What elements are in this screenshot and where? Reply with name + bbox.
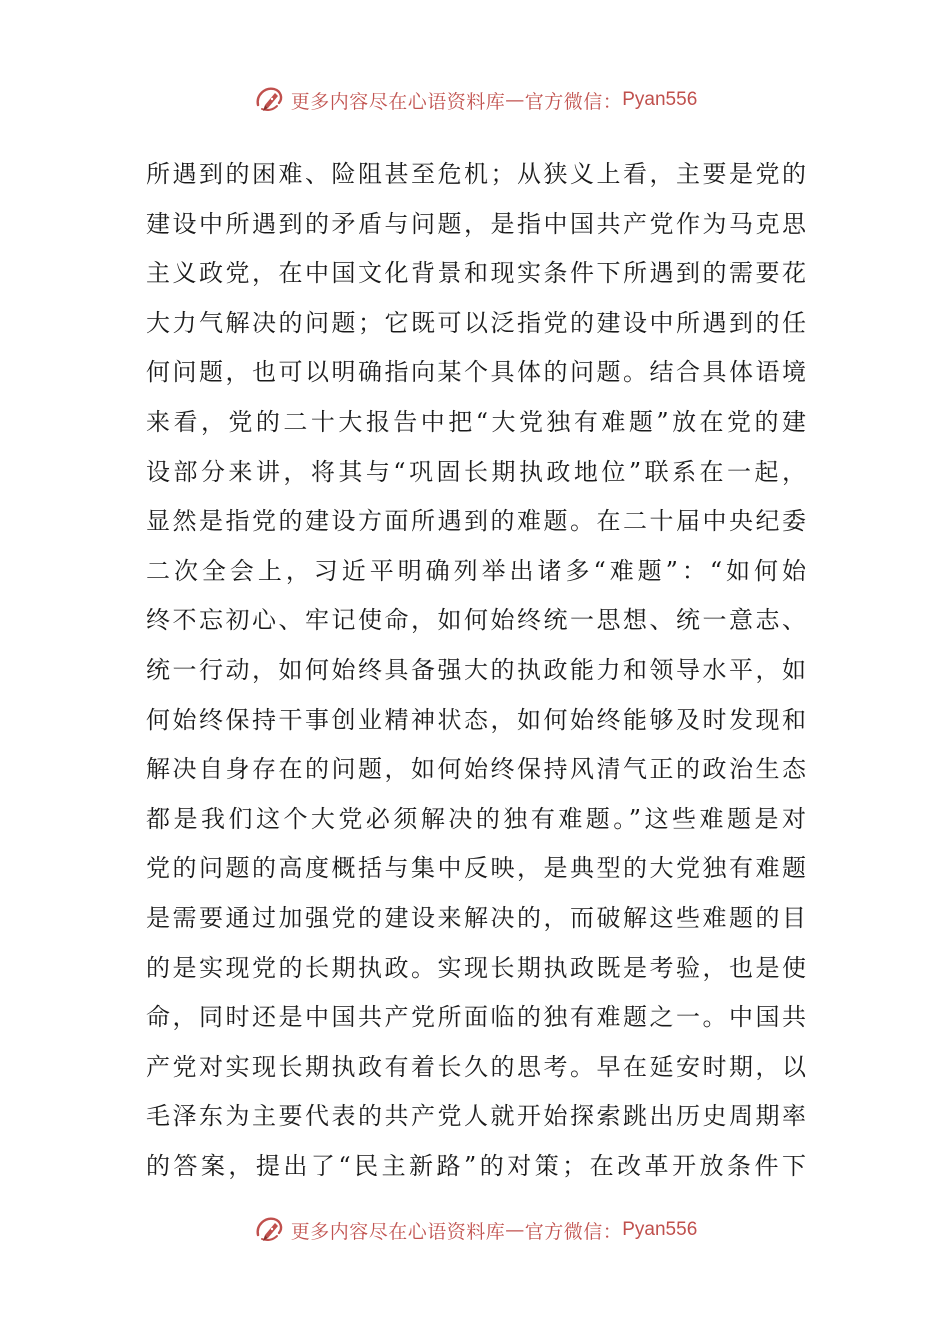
- body-line: 毛泽东为主要代表的共产党人就开始探索跳出历史周期率: [146, 1102, 806, 1131]
- body-line: 主义政党，在中国文化背景和现实条件下所遇到的需要花: [146, 259, 806, 288]
- body-line: 都是我们这个大党必须解决的独有难题。”这些难题是对: [146, 804, 806, 833]
- body-line: 命，同时还是中国共产党所面临的独有难题之一。中国共: [146, 1003, 806, 1032]
- body-line: 二次全会上，习近平明确列举出诸多“难题”：“如何始: [146, 556, 806, 585]
- footer-wechat-id: Pyan556: [622, 1219, 698, 1240]
- header-dash: —: [505, 89, 525, 111]
- footer-wechat-label: 官方微信：: [524, 1220, 623, 1243]
- body-line: 的答案，提出了“民主新路”的对策；在改革开放条件下: [146, 1151, 806, 1180]
- body-line: 终不忘初心、牢记使命，如何始终统一思想、统一意志、: [146, 606, 806, 635]
- body-line: 来看，党的二十大报告中把“大党独有难题”放在党的建: [146, 407, 806, 436]
- document-body: [146, 150, 806, 1191]
- header-wechat-label: 官方微信：: [524, 90, 623, 113]
- body-line: 的是实现党的长期执政。实现长期执政既是考验，也是使: [146, 953, 806, 982]
- body-line: 统一行动，如何始终具备强大的执政能力和领导水平，如: [146, 655, 806, 684]
- body-line: 何问题，也可以明确指向某个具体的问题。结合具体语境: [146, 358, 806, 387]
- header-site-name: 更多内容尽在心语资料库: [290, 90, 506, 113]
- body-line: 所遇到的困难、险阻甚至危机；从狭义上看，主要是党的: [146, 160, 806, 188]
- body-line: 党的问题的高度概括与集中反映，是典型的大党独有难题: [146, 854, 806, 883]
- pen-nib-swirl-icon: [253, 83, 287, 117]
- footer-dash: —: [505, 1219, 525, 1241]
- body-line: 何始终保持干事创业精神状态，如何始终能够及时发现和: [146, 705, 806, 734]
- header-banner: [0, 80, 950, 120]
- pen-nib-swirl-icon: [253, 1213, 287, 1247]
- body-line: 建设中所遇到的矛盾与问题，是指中国共产党作为马克思: [146, 209, 806, 238]
- footer-banner: [0, 1210, 950, 1250]
- body-line: 产党对实现长期执政有着长久的思考。早在延安时期，以: [146, 1052, 806, 1081]
- body-line: 大力气解决的问题；它既可以泛指党的建设中所遇到的任: [146, 308, 806, 337]
- header-wechat-id: Pyan556: [622, 89, 698, 110]
- body-line: 设部分来讲，将其与“巩固长期执政地位”联系在一起，: [146, 457, 806, 486]
- footer-site-name: 更多内容尽在心语资料库: [290, 1220, 506, 1243]
- body-line: 是需要通过加强党的建设来解决的，而破解这些难题的目: [146, 903, 806, 932]
- body-line: 解决自身存在的问题，如何始终保持风清气正的政治生态: [146, 755, 806, 784]
- body-line: 显然是指党的建设方面所遇到的难题。在二十届中央纪委: [146, 507, 806, 536]
